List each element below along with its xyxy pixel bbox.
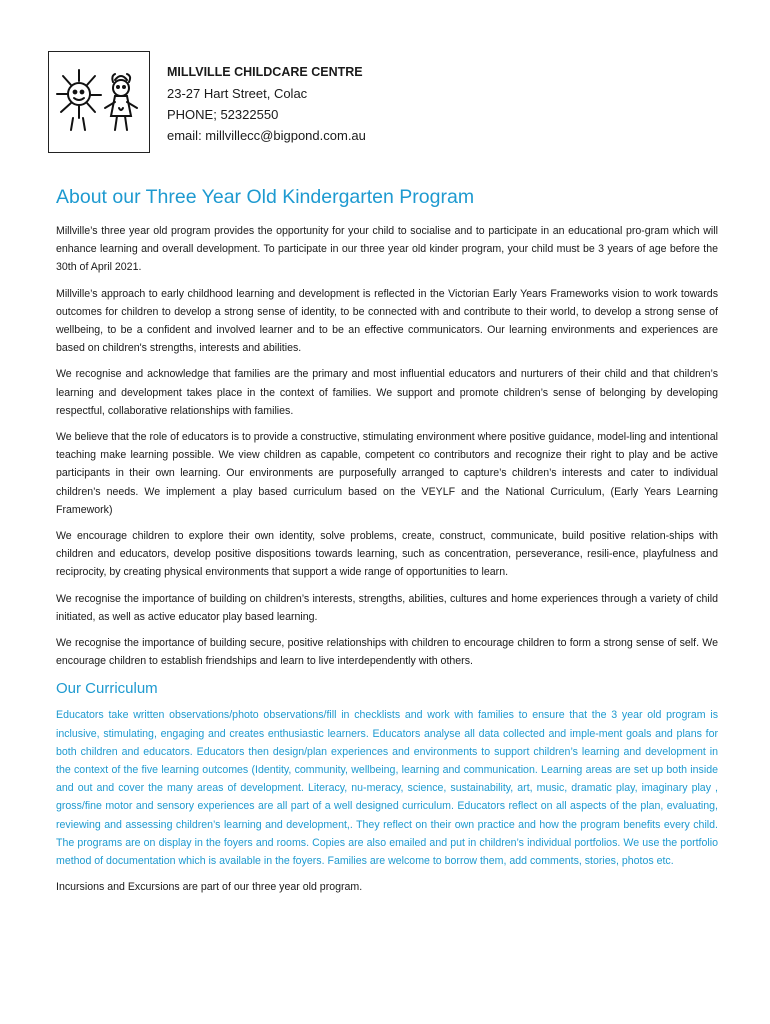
curriculum-heading: Our Curriculum [56,680,158,698]
paragraph: We encourage children to explore their own identity, solve problems, create, construct, communicate, build positive relation-ships with children and educators, develop positive dispositions towards learning, such as concentration, perseverance, resili-ence, playfulness and reciprocity, by creating physical environments that support a wide range of opportunities to learn. [56,530,718,579]
page-title: About our Three Year Old Kindergarten Program [56,186,475,208]
document-body [56,222,718,897]
paragraph: We recognise the importance of building secure, positive relationships with children to encourage children to form a strong sense of self. We encourage children to establish friendships and learn to live interdependently with others. [56,637,718,668]
paragraph: Millville’s three year old program provides the opportunity for your child to socialise and to participate in an educational pro-gram which will enhance learning and overall development. To participate in our three year old kinder program, your child must be 3 years of age before the 30th of April 2021. [56,225,718,274]
centre-contact-block [167,62,366,146]
paragraph: We believe that the role of educators is to provide a constructive, stimulating environment where positive guidance, model-ling and intentional teaching make learning possible. We view children as capable, competent co contributors and recognize their right to play and be active participants in their own learning. Our environments are purposefully arranged to capture’s children’s interests and cater to individual children’s needs. We implement a play based curriculum based on the VEYLF and the National Curriculum, (Early Years Learning Framework) [56,431,718,516]
centre-email: email: millvillecc@bigpond.com.au [167,128,366,143]
centre-name: MILLVILLE CHILDCARE CENTRE [167,65,363,79]
paragraph: We recognise the importance of building on children’s interests, strengths, abilities, cultures and home experiences through a variety of child initiated, as well as active educator play based learning. [56,592,718,623]
sun-drawing-icon [49,52,149,152]
closing-paragraph: Incursions and Excursions are part of our three year old program. [56,881,363,894]
curriculum-paragraph: Educators take written observations/photo observations/fill in checklists and work with families to ensure that the 3 year old program is inclusive, stimulating, engaging and creates enthusiastic learners. Educators analyse all data collected and imple-ment goals and plans for both children and educators. Educators then design/plan experiences and environments to support children’s learning and development in the context of the five learning outcomes (Identity, community, wellbeing, learning and communication. Learning areas are set up both inside and out and cover the many areas of development. Literacy, nu-meracy, science, sustainability, art, music, dramatic play, imaginary play , gross/fine motor and sensory experiences are all part of a well designed curriculum. Educators reflect on all aspects of the plan, evaluating, reviewing and assessing children’s learning and development,. They reflect on their own practice and how the program benefits every child. The programs are on display in the foyers and rooms. Copies are also emailed and put in children’s individual portfolios. We use the portfolio method of documentation which is available in the foyers. Families are welcome to borrow them, add comments, stories, photos etc. [56,709,718,868]
centre-address: 23-27 Hart Street, Colac [167,86,308,101]
centre-logo [48,51,150,153]
centre-phone: PHONE; 52322550 [167,107,279,122]
paragraph: Millville’s approach to early childhood learning and development is reflected in the Victorian Early Years Frameworks vision to work towards outcomes for children to develop a strong sense of identity, to be connected with and contribute to their world, to develop a strong sense of wellbeing, to be a confident and involved learner and to be an effective communicators. Our learning environments and experiences are based on children's strengths, interests and abilities. [56,287,718,355]
paragraph: We recognise and acknowledge that families are the primary and most influential educators and nurturers of their child and that children’s learning and development takes place in the context of families. We support and promote children’s sense of belonging by developing respectful, collaborative relationships with families. [56,368,718,417]
